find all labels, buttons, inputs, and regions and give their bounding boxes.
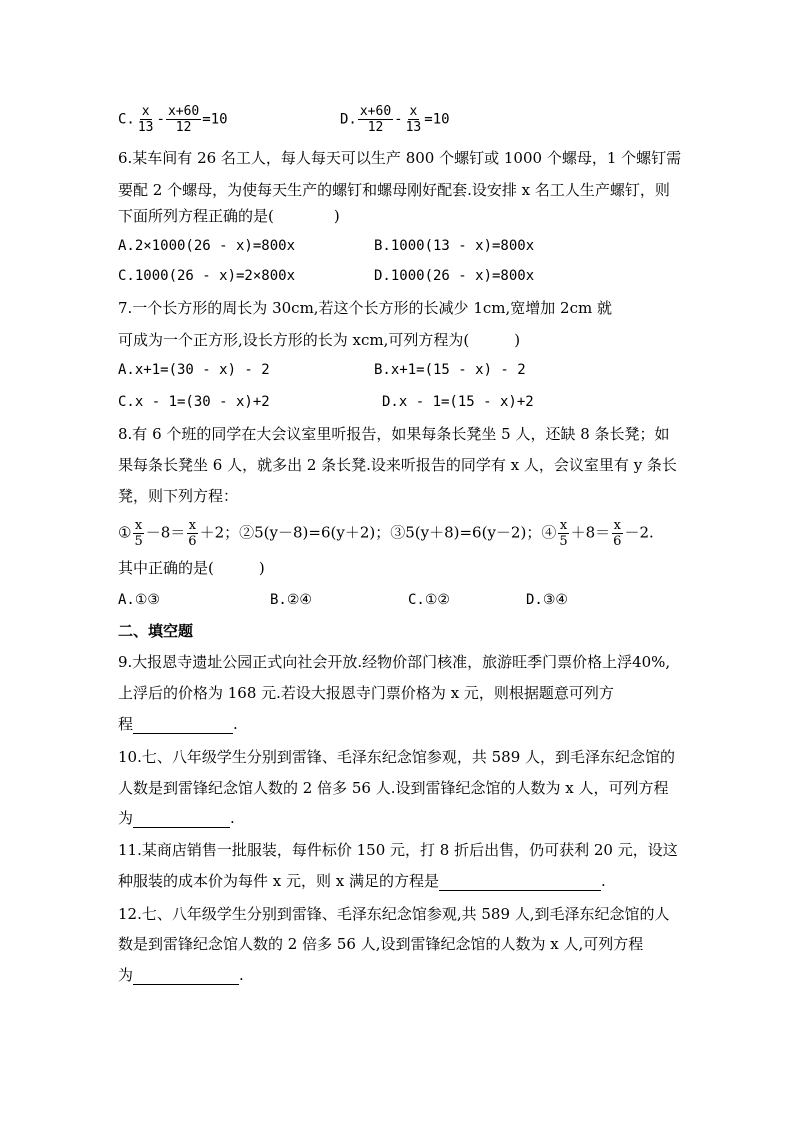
- equation-rhs: =10: [424, 111, 450, 128]
- fraction: [611, 518, 623, 549]
- q9-answer-blank[interactable]: [133, 717, 233, 734]
- numerator: x+60: [359, 104, 392, 119]
- q9-answer-line: [118, 714, 238, 734]
- q12-stem-line-1: 12.七、八年级学生分别到雷锋、毛泽东纪念馆参观,共 589 人,到毛泽东纪念馆的人: [118, 905, 670, 923]
- fraction: [358, 104, 393, 135]
- denominator: 5: [559, 534, 568, 549]
- q6-stem-line-3: 下面所列方程正确的是( ): [118, 207, 340, 225]
- q11-period: .: [601, 872, 606, 890]
- fraction: [132, 518, 144, 549]
- q11-answer-blank[interactable]: [439, 874, 601, 891]
- section-heading: 二、填空题: [118, 622, 194, 640]
- numerator: x: [559, 518, 568, 533]
- q8-option-d: D.③④: [526, 592, 568, 608]
- q6-option-c: C.1000(26 - x)=2×800x: [118, 268, 296, 284]
- q6-option-b: B.1000(13 - x)=800x: [374, 238, 535, 254]
- q6-stem-line-2: 要配 2 个螺母，为使每天生产的螺钉和螺母刚好配套.设安排 x 名工人生产螺钉，则: [118, 181, 670, 199]
- q8-option-b: B.②④: [270, 592, 312, 608]
- q8-stem-line-1: 8.有 6 个班的同学在大会议室里听报告，如果每条长凳坐 5 人，还缺 8 条长凳；如: [118, 425, 670, 443]
- q9-answer-prefix: 程: [118, 715, 134, 733]
- denominator: 13: [405, 120, 422, 135]
- equation-2: ②5(y－8)=6(y＋2)；: [239, 523, 391, 542]
- equation-rhs: =10: [202, 111, 228, 128]
- q8-stem-line-3: 凳，则下列方程：: [118, 487, 239, 505]
- q9-period: .: [233, 715, 238, 733]
- q10-answer-line: [118, 808, 235, 828]
- q10-stem-line-1: 10.七、八年级学生分别到雷锋、毛泽东纪念馆参观，共 589 人，到毛泽东纪念馆的: [118, 748, 676, 766]
- q11-stem-line-2: 种服装的成本价为每件 x 元，则 x 满足的方程是: [118, 872, 439, 890]
- q8-stem-line-2: 果每条长凳坐 6 人，就多出 2 条长凳.设来听报告的同学有 x 人，会议室里有 y 条长: [118, 456, 677, 474]
- operator: -: [394, 111, 403, 128]
- q6-option-a: A.2×1000(26 - x)=800x: [118, 238, 296, 254]
- numerator: x: [188, 518, 197, 533]
- q9-stem-line-2: 上浮后的价格为 168 元.若设大报恩寺门票价格为 x 元，则根据题意可列方: [118, 684, 614, 702]
- q11-answer-line: [118, 871, 606, 891]
- q8-question: 其中正确的是( ): [118, 559, 265, 577]
- q7-option-d: D.x - 1=(15 - x)+2: [382, 394, 534, 410]
- q10-period: .: [230, 809, 235, 827]
- numerator: x: [134, 518, 143, 533]
- fraction: [404, 104, 424, 135]
- denominator: 6: [188, 534, 197, 549]
- q12-answer-prefix: 为: [118, 966, 134, 984]
- q7-stem-line-2: 可成为一个正方形,设长方形的长为 xcm,可列方程为( ): [118, 331, 521, 349]
- denominator: 5: [134, 534, 143, 549]
- denominator: 12: [175, 120, 192, 135]
- q11-stem-line-1: 11.某商店销售一批服装，每件标价 150 元，打 8 折后出售，仍可获利 20 元，设这: [118, 841, 678, 859]
- q8-equations: [118, 518, 654, 549]
- q7-option-b: B.x+1=(15 - x) - 2: [374, 362, 526, 378]
- circled-number: ④: [541, 523, 557, 542]
- denominator: 6: [613, 534, 622, 549]
- equation-3: ③5(y＋8)=6(y－2)；: [390, 523, 542, 542]
- q7-option-a: A.x+1=(30 - x) - 2: [118, 362, 270, 378]
- equation-text: －2.: [624, 523, 654, 542]
- numerator: x: [613, 518, 621, 533]
- fraction: [166, 104, 201, 135]
- numerator: x: [409, 104, 418, 119]
- denominator: 13: [137, 120, 154, 135]
- operator: -: [156, 111, 165, 128]
- q7-stem-line-1: 7.一个长方形的周长为 30cm,若这个长方形的长减少 1cm,宽增加 2cm 就: [118, 299, 612, 317]
- fraction: [557, 518, 569, 549]
- fraction: [136, 104, 156, 135]
- q8-option-c: C.①②: [408, 592, 450, 608]
- q10-stem-line-2: 人数是到雷锋纪念馆人数的 2 倍多 56 人.设到雷锋纪念馆的人数为 x 人，可列方程: [118, 779, 669, 797]
- q12-answer-blank[interactable]: [133, 968, 239, 985]
- q8-option-a: A.①③: [118, 592, 160, 608]
- denominator: 12: [367, 120, 384, 135]
- equation-text: ＋2；: [199, 523, 240, 542]
- circled-number: ①: [118, 523, 132, 542]
- option-label: C.: [118, 111, 135, 128]
- q9-stem-line-1: 9.大报恩寺遗址公园正式向社会开放.经物价部门核准，旅游旺季门票价格上浮40%,: [118, 653, 671, 671]
- q5-option-d: [340, 104, 450, 135]
- q6-option-d: D.1000(26 - x)=800x: [374, 268, 535, 284]
- numerator: x+60: [167, 104, 200, 119]
- numerator: x: [141, 104, 150, 119]
- option-label: D.: [340, 111, 357, 128]
- q6-stem-line-1: 6.某车间有 26 名工人，每人每天可以生产 800 个螺钉或 1000 个螺母，1 个螺钉需: [118, 149, 682, 167]
- equation-text: －8＝: [145, 523, 186, 542]
- q10-answer-blank[interactable]: [133, 811, 230, 828]
- q12-period: .: [239, 966, 244, 984]
- q7-option-c: C.x - 1=(30 - x)+2: [118, 394, 270, 410]
- fraction: [186, 518, 198, 549]
- q12-answer-line: [118, 965, 244, 985]
- equation-text: ＋8＝: [570, 523, 611, 542]
- q5-option-c: [118, 104, 228, 135]
- q12-stem-line-2: 数是到雷锋纪念馆人数的 2 倍多 56 人,设到雷锋纪念馆的人数为 x 人,可列方程: [118, 935, 644, 953]
- q10-answer-prefix: 为: [118, 809, 134, 827]
